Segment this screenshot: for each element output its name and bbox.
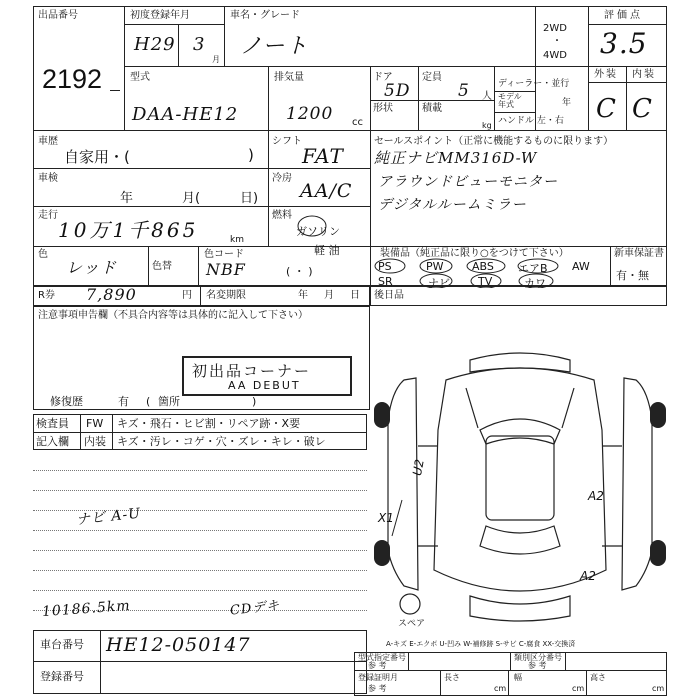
score-value: 3.5 [600, 27, 648, 60]
category-ref: 参 考 [528, 661, 547, 670]
sales-point-3: デジタルルームミラー [378, 197, 527, 213]
color-label: 色 [38, 249, 48, 260]
warranty-label: 新車保証書 [614, 248, 664, 259]
equip-aw: AW [572, 260, 590, 273]
width-unit: cm [572, 684, 585, 693]
inspector-label-2: 記入欄 [36, 435, 69, 448]
fuel-circle [294, 212, 334, 240]
history-label: 車歴 [38, 136, 58, 147]
equip-leather: カワ [524, 277, 546, 290]
name-change-month: 月 [324, 290, 334, 301]
shape-label: 形状 [373, 103, 393, 114]
drive-2wd: 2WD [543, 23, 567, 34]
handwritten-note-1: ナビ A-U [75, 505, 142, 529]
equip-abs: ABS [472, 260, 494, 273]
interior-score: C [632, 94, 653, 124]
history-value: 自家用・( [64, 148, 130, 166]
repair-label: 修復歴 [50, 395, 83, 408]
name-change-day: 日 [350, 290, 360, 301]
name-change-label: 名変期限 [206, 290, 246, 301]
mileage-value: 10万1千865 [58, 218, 199, 242]
first-reg-month: 3 [193, 34, 206, 55]
equipment-label: 装備品（純正品に限り○をつけて下さい） [380, 248, 569, 259]
load-unit: kg [482, 121, 492, 130]
chassis-value: HE12-050147 [106, 634, 251, 656]
load-label: 積載 [422, 103, 442, 114]
ac-value: AA/C [300, 180, 353, 202]
inspection-year: 年 [120, 191, 134, 206]
inspection-day: 日) [240, 191, 259, 206]
exterior-score: C [596, 94, 617, 124]
sales-points-label: セールスポイント（正常に機能するものに限ります） [374, 136, 614, 147]
fuel-label: 燃料 [272, 210, 292, 221]
capacity-value: 5 [458, 81, 470, 101]
first-reg-year: H29 [134, 34, 176, 55]
equip-tv: TV [478, 275, 493, 288]
fuel-paren: ( ・ ) [286, 265, 313, 278]
equip-ps: PS [378, 260, 392, 273]
mileage-unit: km [230, 235, 244, 245]
drive-4wd: 4WD [543, 50, 567, 61]
mark-a2-front: A2 [588, 489, 604, 503]
length-label: 長さ [444, 673, 460, 682]
reg-date-ref: 参 考 [368, 684, 387, 693]
mark-u2: U2 [410, 458, 427, 477]
inspector-fw: FW [86, 417, 104, 430]
model-year-label: モデル 年式 [498, 92, 522, 110]
lot-dash [110, 90, 120, 91]
shift-label: シフト [272, 136, 302, 147]
inspector-row-2: キズ・汚レ・コゲ・穴・ズレ・キレ・破レ [117, 435, 326, 448]
notes-label: 注意事項申告欄（不具合内容等は具体的に記入して下さい） [38, 310, 308, 321]
registration-label: 登録番号 [40, 670, 84, 683]
equip-navi: ナビ [428, 277, 450, 290]
model-label: 型式 [130, 72, 150, 83]
model-value: DAA-HE12 [132, 104, 239, 125]
stamp-line-2: AA DEBUT [228, 379, 301, 392]
inspector-row-1: キズ・飛石・ヒビ割・リペア跡・X要 [117, 417, 301, 430]
sales-point-2: アラウンドビューモニター [378, 174, 558, 190]
dealer-label: ディーラー・並行 [498, 79, 570, 89]
inspector-label-1: 検査員 [36, 417, 69, 430]
drive-dot: ・ [552, 36, 562, 47]
displacement-label: 排気量 [274, 72, 304, 83]
repair-has: 有 [118, 395, 129, 408]
reg-date-label: 登録証明月 [358, 673, 398, 682]
ac-label: 冷房 [272, 173, 292, 184]
repair-paren: ( [146, 395, 151, 408]
stamp-line-1: 初出品コーナー [192, 362, 312, 380]
displacement-value: 1200 [286, 104, 334, 124]
color-value: レッド [66, 258, 117, 277]
inspection-label: 車検 [38, 173, 58, 184]
displacement-unit: cc [352, 117, 363, 128]
handle-label: ハンドル 左・右 [498, 116, 564, 126]
score-label: 評価点 [604, 10, 643, 21]
first-reg-month-unit: 月 [212, 55, 220, 64]
first-reg-label: 初度登録年月 [130, 10, 190, 21]
width-label: 幅 [514, 673, 522, 682]
recycle-label: R券 [38, 290, 55, 301]
lot-label: 出品番号 [38, 10, 78, 21]
height-label: 高さ [590, 673, 606, 682]
spare-label: スペア [398, 619, 426, 629]
after-items-label: 後日品 [374, 290, 404, 301]
damage-legend: A-キズ E-エクボ U-凹み W-補修跡 S-サビ C-腐食 XX-交換済 [386, 640, 576, 648]
repair-close: ) [252, 395, 257, 408]
chassis-label: 車台番号 [40, 638, 84, 651]
warranty-value: 有・無 [616, 269, 649, 282]
equip-pw: PW [426, 260, 444, 273]
equipment-circles [372, 256, 612, 288]
fuel-value: ガソリン [296, 225, 340, 238]
car-diagram [374, 350, 666, 640]
recycle-value: 7,890 [86, 285, 137, 304]
mark-a2-rear: A2 [580, 569, 596, 583]
category-label: 類別区分番号 [514, 653, 562, 662]
exterior-label: 外装 [594, 69, 618, 80]
capacity-label: 定員 [422, 72, 442, 83]
capacity-unit: 人 [482, 91, 492, 102]
fuel-light-oil: 軽 油 [314, 244, 340, 257]
length-unit: cm [494, 684, 507, 693]
equip-sr: SR [378, 275, 393, 288]
type-ref: 参 考 [368, 661, 387, 670]
shift-value: FAT [302, 144, 344, 168]
interior-label: 内装 [632, 69, 656, 80]
inspection-month: 月( [182, 191, 201, 206]
name-change-year: 年 [298, 290, 308, 301]
name-label: 車名・グレード [230, 10, 300, 21]
mark-x1: X1 [378, 511, 394, 525]
color-change-label: 色替 [152, 261, 172, 272]
color-code-label: 色コード [204, 249, 244, 260]
doors-value: 5D [384, 81, 411, 101]
color-code: NBF [206, 260, 246, 279]
sales-point-1: 純正ナビMM316D-W [374, 149, 538, 167]
lot-number: 2192 [42, 64, 103, 94]
handwritten-note-3: CDデキ [229, 598, 282, 619]
recycle-yen: 円 [182, 290, 192, 301]
model-year-unit: 年 [562, 98, 572, 108]
repair-loc: 箇所 [158, 395, 180, 408]
height-unit: cm [652, 684, 665, 693]
handwritten-note-2: 10186.5km [41, 597, 132, 621]
car-name: ノート [240, 34, 309, 59]
history-close: ) [248, 146, 254, 164]
inspector-interior: 内装 [84, 435, 106, 448]
type-designation-label: 型式指定番号 [358, 653, 406, 662]
equip-airbag: エアB [518, 262, 548, 275]
mileage-label: 走行 [38, 210, 58, 221]
doors-label: ドア [373, 72, 393, 83]
